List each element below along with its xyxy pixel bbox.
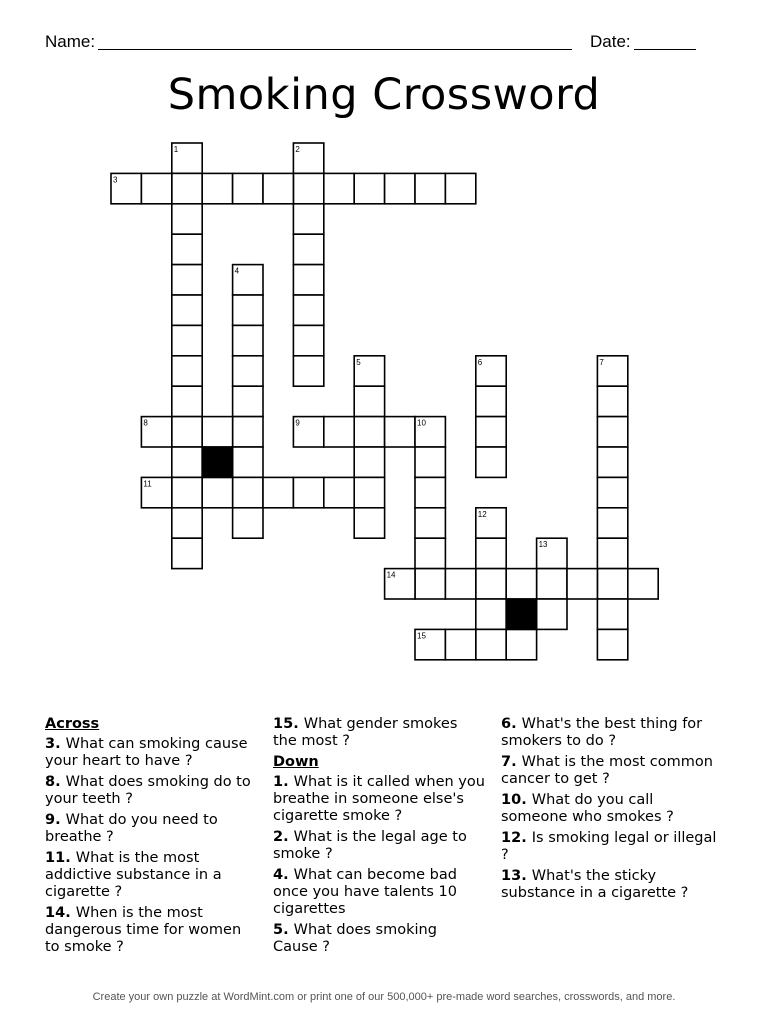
grid-number-3: 3 [113, 175, 118, 185]
grid-cell[interactable] [324, 417, 354, 447]
clue-down-1: 1. What is it called when you breathe in someone else's cigarette smoke ? [273, 774, 485, 824]
grid-cell[interactable] [476, 538, 506, 568]
grid-cell[interactable] [233, 295, 263, 325]
grid-cell[interactable] [233, 325, 263, 355]
grid-cell[interactable] [354, 508, 384, 538]
grid-cell[interactable] [628, 569, 658, 599]
clue-down-6: 6. What's the best thing for smokers to do ? [501, 716, 703, 749]
grid-cell[interactable] [415, 447, 445, 477]
grid-cell[interactable] [172, 173, 202, 203]
name-label: Name: [45, 32, 96, 51]
grid-cell[interactable] [597, 447, 627, 477]
grid-number-5: 5 [356, 357, 361, 367]
grid-cell[interactable] [354, 477, 384, 507]
grid-block-cell [202, 447, 232, 477]
grid-number-7: 7 [599, 357, 604, 367]
grid-cell[interactable] [233, 447, 263, 477]
grid-number-2: 2 [295, 145, 300, 154]
grid-cell[interactable] [415, 508, 445, 538]
grid-cell[interactable] [293, 265, 323, 295]
grid-cell[interactable] [172, 447, 202, 477]
clue-down-13: 13. What's the sticky substance in a cigarette ? [501, 868, 689, 901]
grid-cell[interactable] [506, 569, 536, 599]
clues-column-3 [501, 716, 721, 906]
grid-cell[interactable] [597, 569, 627, 599]
grid-cell[interactable] [263, 173, 293, 203]
clue-across-9: 9. What do you need to breathe ? [45, 812, 218, 845]
grid-cell[interactable] [597, 508, 627, 538]
grid-cell[interactable] [324, 173, 354, 203]
grid-number-10: 10 [417, 418, 426, 428]
grid-cell[interactable] [445, 569, 475, 599]
grid-cell[interactable] [476, 386, 506, 416]
clue-across-11: 11. What is the most addictive substance in a cigarette ? [45, 850, 222, 900]
clue-across-14: 14. When is the most dangerous time for women to smoke ? [45, 905, 242, 955]
grid-cell[interactable] [537, 599, 567, 629]
grid-number-15: 15 [417, 631, 426, 641]
grid-cell[interactable] [263, 477, 293, 507]
clue-across-3: 3. What can smoking cause your heart to have ? [45, 736, 248, 769]
grid-cell[interactable] [476, 447, 506, 477]
grid-cell[interactable] [293, 477, 323, 507]
grid-cell[interactable] [537, 569, 567, 599]
grid-cell[interactable] [172, 295, 202, 325]
grid-cell[interactable] [385, 173, 415, 203]
date-label: Date: [590, 32, 631, 51]
grid-cell[interactable] [172, 538, 202, 568]
grid-cell[interactable] [597, 417, 627, 447]
clue-down-5: 5. What does smoking Cause ? [273, 922, 437, 955]
grid-number-4: 4 [234, 266, 240, 276]
grid-cell[interactable] [324, 477, 354, 507]
grid-cell[interactable] [202, 477, 232, 507]
clues-column-1 [45, 716, 260, 960]
grid-cell[interactable] [293, 295, 323, 325]
grid-cell[interactable] [415, 173, 445, 203]
grid-cell[interactable] [415, 538, 445, 568]
grid-cell[interactable] [597, 538, 627, 568]
grid-cell[interactable] [567, 569, 597, 599]
grid-cell[interactable] [445, 173, 475, 203]
grid-cell[interactable] [202, 417, 232, 447]
grid-cell[interactable] [141, 173, 171, 203]
page-title: Smoking Crossword [167, 70, 601, 120]
grid-cell[interactable] [476, 629, 506, 659]
grid-cell[interactable] [172, 356, 202, 386]
grid-cell[interactable] [293, 173, 323, 203]
grid-cell[interactable] [233, 477, 263, 507]
grid-cell[interactable] [476, 599, 506, 629]
grid-number-11: 11 [143, 479, 152, 489]
grid-cell[interactable] [293, 325, 323, 355]
grid-cell[interactable] [293, 356, 323, 386]
grid-cell[interactable] [233, 417, 263, 447]
grid-cell[interactable] [597, 386, 627, 416]
grid-cell[interactable] [597, 599, 627, 629]
grid-cell[interactable] [172, 477, 202, 507]
clue-down-4: 4. What can become bad once you have talents 10 cigarettes [273, 867, 458, 917]
grid-cell[interactable] [597, 629, 627, 659]
down-heading: Down [273, 754, 319, 770]
grid-cell[interactable] [445, 629, 475, 659]
grid-cell[interactable] [172, 325, 202, 355]
grid-block-cell [506, 599, 536, 629]
grid-number-14: 14 [386, 570, 396, 580]
clue-across-8: 8. What does smoking do to your teeth ? [45, 774, 251, 807]
grid-number-9: 9 [295, 418, 300, 428]
grid-cell[interactable] [172, 386, 202, 416]
grid-cell[interactable] [597, 477, 627, 507]
clue-across-15: 15. What gender smokes the most ? [273, 716, 458, 749]
grid-number-13: 13 [538, 540, 548, 550]
grid-cell[interactable] [293, 234, 323, 264]
grid-number-8: 8 [143, 418, 148, 428]
grid-cell[interactable] [233, 386, 263, 416]
grid-cell[interactable] [506, 629, 536, 659]
grid-cell[interactable] [415, 569, 445, 599]
clues-column-2 [273, 716, 485, 960]
clue-down-12: 12. Is smoking legal or illegal ? [501, 830, 717, 863]
grid-cell[interactable] [172, 234, 202, 264]
grid-cell[interactable] [293, 204, 323, 234]
grid-cell[interactable] [385, 417, 415, 447]
grid-cell[interactable] [233, 508, 263, 538]
grid-cell[interactable] [233, 173, 263, 203]
grid-cell[interactable] [172, 204, 202, 234]
clue-down-7: 7. What is the most common cancer to get ? [501, 754, 713, 787]
across-heading: Across [45, 716, 100, 732]
grid-cell[interactable] [354, 386, 384, 416]
grid-cell[interactable] [233, 356, 263, 386]
grid-cell[interactable] [476, 417, 506, 447]
grid-cell[interactable] [172, 265, 202, 295]
clue-down-10: 10. What do you call someone who smokes ? [501, 792, 674, 825]
grid-number-6: 6 [477, 357, 483, 367]
grid-cell[interactable] [354, 173, 384, 203]
grid-number-1: 1 [173, 145, 179, 154]
grid-cell[interactable] [172, 508, 202, 538]
grid-number-12: 12 [477, 509, 487, 519]
footer-note: Create your own puzzle at WordMint.com or print one of our 500,000+ pre-made word searches, crosswords, and more. [92, 991, 676, 1003]
clue-down-2: 2. What is the legal age to smoke ? [273, 829, 467, 862]
grid-cell[interactable] [172, 417, 202, 447]
grid-cell[interactable] [476, 569, 506, 599]
grid-cell[interactable] [354, 417, 384, 447]
grid-cell[interactable] [415, 477, 445, 507]
grid-cell[interactable] [354, 447, 384, 477]
grid-cell[interactable] [202, 173, 232, 203]
